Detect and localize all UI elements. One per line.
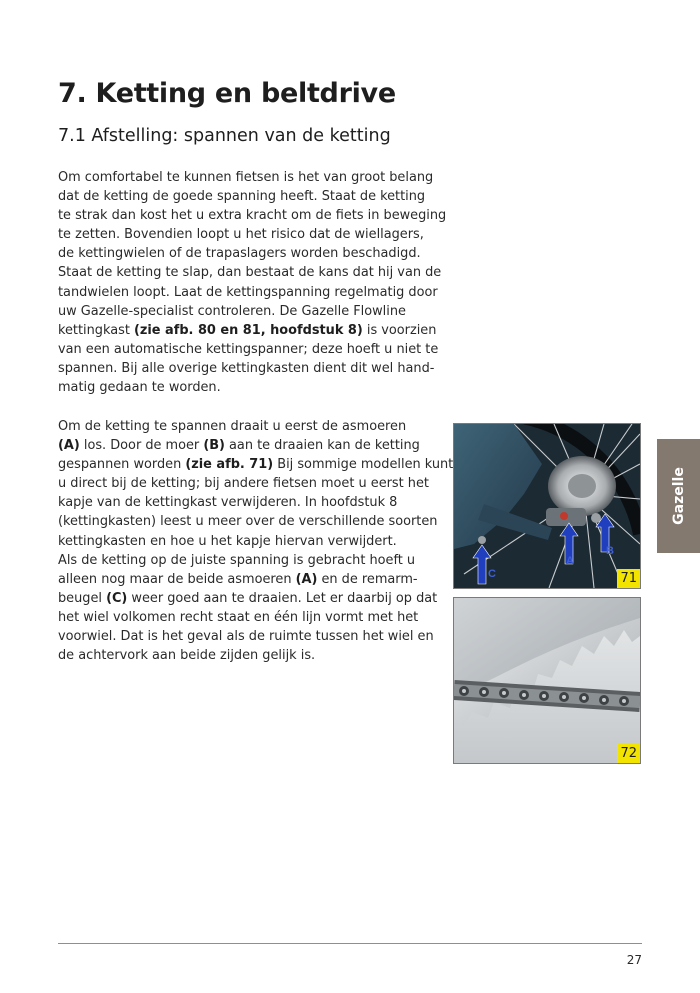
figure-72-chain-photo (453, 597, 641, 764)
text-line (58, 474, 438, 493)
brand-side-tab (657, 439, 700, 553)
text-run: het wiel volkomen recht staat en één lijn vormt met het (58, 609, 419, 625)
label-a: A (566, 555, 574, 567)
text-run: aan te draaien kan de ketting (224, 438, 420, 454)
label-c: C (488, 568, 496, 580)
bold-reference: (B) (203, 438, 225, 454)
text-run: uw Gazelle-specialist controleren. De Gazelle Flowline (58, 303, 406, 319)
bold-reference: (zie afb. 71) (185, 457, 274, 473)
text-line (58, 359, 438, 378)
paragraph-intro (58, 168, 447, 397)
text-run: is voorzien (362, 322, 437, 338)
page-number: 27 (626, 953, 642, 967)
bold-reference: (zie afb. 80 en 81, hoofdstuk 8) (133, 322, 363, 338)
text-run: de kettingwielen of de trapaslagers worden beschadigd. (58, 246, 421, 262)
text-line (58, 627, 438, 646)
text-line (58, 455, 454, 474)
text-line (58, 551, 438, 570)
text-run: u direct bij de ketting; bij andere fietsen moet u eerst het (58, 476, 429, 492)
text-run: van een automatische kettingspanner; deze hoeft u niet te (58, 341, 439, 357)
text-line (58, 417, 438, 436)
text-run: Om de ketting te spannen draait u eerst de asmoeren (58, 419, 407, 434)
text-line (58, 187, 438, 206)
text-line (58, 321, 438, 340)
text-run: voorwiel. Dat is het geval als de ruimte tussen het wiel en (58, 629, 434, 645)
text-run: (kettingkasten) leest u meer over de verschillende soorten (58, 514, 438, 530)
text-line (58, 589, 438, 608)
paragraph-instructions (58, 417, 454, 665)
text-run: kettingkast (58, 322, 134, 338)
text-run: matig gedaan te worden. (58, 380, 221, 396)
text-run: en de remarm- (317, 571, 418, 587)
text-run: de achtervork aan beide zijden gelijk is. (58, 648, 316, 664)
rear-hub-illustration (454, 424, 640, 588)
text-line (58, 283, 438, 302)
text-run: gespannen worden (58, 457, 186, 473)
text-line (58, 608, 438, 627)
text-line (58, 302, 438, 321)
text-run: kettingkasten en hoe u het kapje hiervan verwijdert. (58, 533, 397, 549)
text-line (58, 646, 438, 665)
text-run: alleen nog maar de beide asmoeren (58, 571, 296, 587)
text-line (58, 168, 438, 187)
label-b: B (606, 545, 614, 557)
footer-rule (58, 943, 642, 944)
text-run: dat de ketting de goede spanning heeft. Staat de ketting (58, 189, 426, 205)
bold-reference: (A) (58, 438, 80, 454)
text-line (58, 512, 438, 531)
text-run: Om comfortabel te kunnen fietsen is het van groot belang (58, 170, 434, 185)
text-run: tandwielen loopt. Laat de kettingspanning regelmatig door (58, 284, 438, 300)
section-title: 7.1 Afstelling: spannen van de ketting (58, 126, 391, 146)
text-line (58, 340, 438, 359)
text-line (58, 263, 442, 282)
text-run: Als de ketting op de juiste spanning is gebracht hoeft u (58, 552, 416, 568)
bold-reference: (A) (295, 571, 318, 587)
text-run: Staat de ketting te slap, dan bestaat de kans dat hij van de (58, 265, 442, 281)
text-run: los. Door de moer (79, 438, 204, 454)
text-line (58, 244, 438, 263)
text-run: beugel (58, 590, 107, 606)
text-line (58, 225, 438, 244)
text-line (58, 570, 438, 589)
text-line (58, 532, 438, 551)
text-run: Bij sommige modellen kunt (273, 457, 454, 473)
text-line (58, 436, 438, 455)
figure-number-72: 72 (617, 744, 640, 763)
figure-71-rear-hub-photo (453, 423, 641, 589)
text-run: weer goed aan te draaien. Let er daarbij op dat (127, 590, 438, 606)
text-line (58, 378, 438, 397)
chapter-title: 7. Ketting en beltdrive (58, 78, 396, 109)
text-run: te zetten. Bovendien loopt u het risico dat de wiellagers, (58, 227, 424, 243)
text-line (58, 206, 447, 225)
text-line (58, 493, 438, 512)
figure-number-71: 71 (617, 569, 640, 588)
text-run: te strak dan kost het u extra kracht om de fiets in beweging (58, 208, 447, 224)
brand-side-tab-label: Gazelle (670, 467, 687, 525)
text-run: kapje van de kettingkast verwijderen. In hoofdstuk 8 (58, 495, 398, 511)
chain-illustration (454, 598, 640, 763)
bold-reference: (C) (106, 590, 128, 606)
text-run: spannen. Bij alle overige kettingkasten dient dit wel hand- (58, 360, 435, 376)
